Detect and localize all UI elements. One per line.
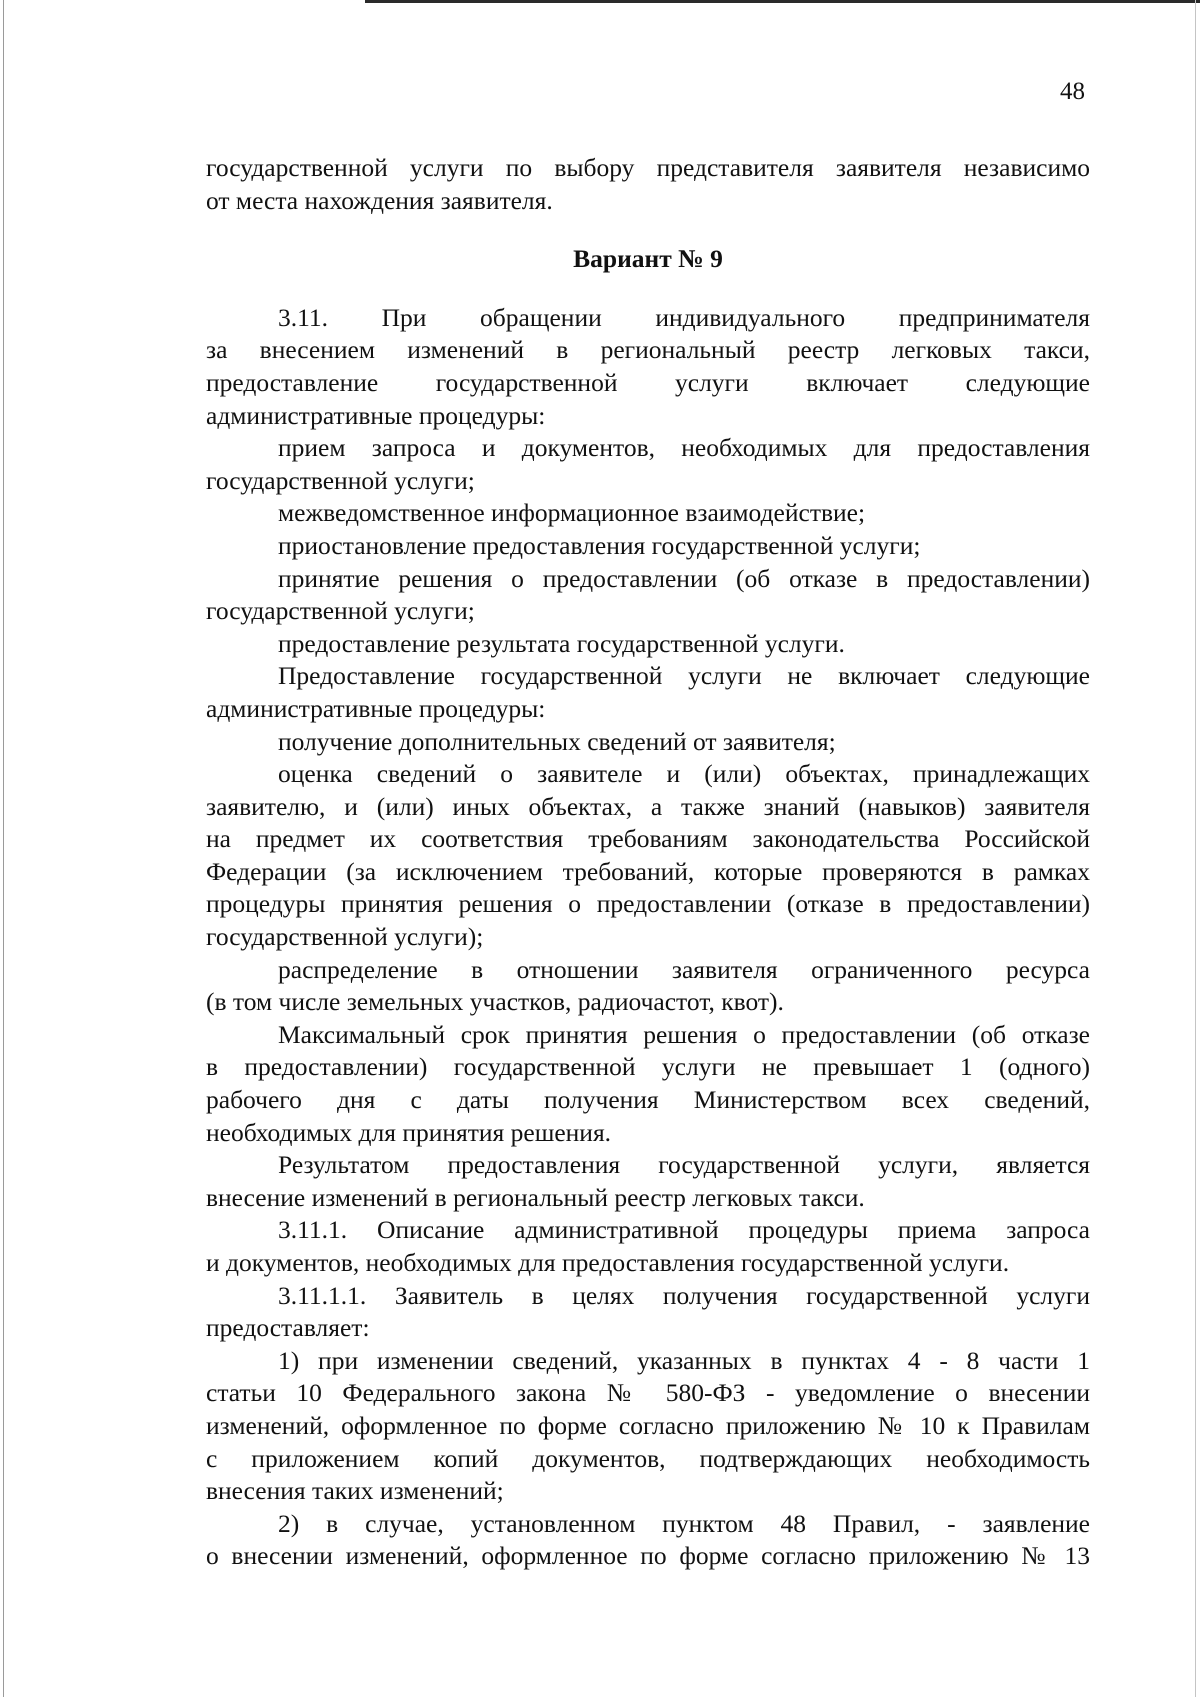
text-line: 3.11. При обращении индивидуального предпринимателя [278,302,1090,332]
text-line: 3.11.1. Описание административной процедуры приема запроса [278,1215,1090,1245]
paragraph-3-11-1-1 [206,1280,1090,1345]
text-line: статьи 10 Федерального закона № 580-ФЗ - уведомление о внесении [206,1378,1090,1408]
text-line: оценка сведений о заявителе и (или) объектах, принадлежащих [278,759,1090,789]
text-line: государственной услуги по выбору представителя заявителя независимо [206,153,1090,182]
text-line: 2) в случае, установленном пунктом 48 Правил, - заявление [278,1508,1090,1538]
text-line: межведомственное информационное взаимодействие; [278,498,866,528]
excluded-procedure-item [206,954,1090,1019]
text-line: распределение в отношении заявителя ограниченного ресурса [278,954,1090,984]
continued-paragraph [206,152,1090,217]
document-body [206,152,1090,1573]
text-line: в предоставлении) государственной услуги не превышает 1 (одного) [206,1052,1090,1082]
paragraph-3-11-1 [206,1214,1090,1279]
scan-left-edge [3,0,4,1697]
procedure-item [206,497,1090,530]
text-line: приостановление предоставления государственной услуги; [278,530,921,560]
text-line: за внесением изменений в региональный реестр легковых такси, [206,335,1090,365]
text-line: Максимальный срок принятия решения о предоставлении (об отказе [278,1019,1090,1049]
text-line: Предоставление государственной услуги не включает следующие [278,661,1090,691]
text-line: административные процедуры: [206,693,546,723]
scan-top-rule [365,0,1200,3]
scan-right-edge [1195,0,1196,1697]
result-paragraph [206,1149,1090,1214]
max-term-paragraph [206,1019,1090,1149]
text-line: 3.11.1.1. Заявитель в целях получения государственной услуги [278,1280,1090,1310]
excluded-procedure-item [206,758,1090,954]
text-line: о внесении изменений, оформленное по форме согласно приложению № 13 [206,1541,1090,1571]
text-line: государственной услуги; [206,465,475,495]
list-item-1 [206,1345,1090,1508]
text-line: внесения таких изменений; [206,1476,504,1506]
text-line: предоставляет: [206,1313,370,1343]
excluded-procedures-intro [206,660,1090,725]
text-line: внесение изменений в региональный реестр легковых такси. [206,1182,865,1212]
text-line: на предмет их соответствия требованиям законодательства Российской [206,824,1090,854]
text-line: Федерации (за исключением требований, которые проверяются в рамках [206,856,1090,886]
section-title: Вариант № 9 [573,244,723,274]
procedure-item [206,628,1090,661]
text-line: государственной услуги; [206,596,475,626]
paragraph-3-11 [206,302,1090,432]
text-line: и документов, необходимых для предоставления государственной услуги. [206,1248,1010,1277]
text-line: административные процедуры: [206,400,546,430]
text-line: с приложением копий документов, подтверждающих необходимость [206,1443,1090,1473]
text-line: изменений, оформленное по форме согласно приложению № 10 к Правилам [206,1410,1090,1440]
list-item-2 [206,1508,1090,1573]
text-line: принятие решения о предоставлении (об отказе в предоставлении) [278,563,1090,593]
text-line: Результатом предоставления государственной услуги, является [278,1150,1090,1180]
procedure-item [206,432,1090,497]
text-line: предоставление результата государственной услуги. [278,628,845,658]
procedure-item [206,563,1090,628]
text-line: получение дополнительных сведений от заявителя; [278,726,836,756]
page-number: 48 [1060,78,1085,105]
text-line: от места нахождения заявителя. [206,185,553,215]
excluded-procedure-item [206,726,1090,759]
text-line: заявителю, и (или) иных объектах, а также знаний (навыков) заявителя [206,791,1090,821]
text-line: рабочего дня с даты получения Министерством всех сведений, [206,1085,1090,1115]
text-line: (в том числе земельных участков, радиочастот, квот). [206,987,784,1017]
text-line: прием запроса и документов, необходимых для предоставления [278,433,1090,463]
procedure-item [206,530,1090,563]
text-line: 1) при изменении сведений, указанных в пунктах 4 - 8 части 1 [278,1345,1090,1375]
text-line: необходимых для принятия решения. [206,1117,612,1147]
text-line: предоставление государственной услуги включает следующие [206,367,1090,397]
text-line: процедуры принятия решения о предоставлении (отказе в предоставлении) [206,889,1090,919]
text-line: государственной услуги); [206,922,484,952]
